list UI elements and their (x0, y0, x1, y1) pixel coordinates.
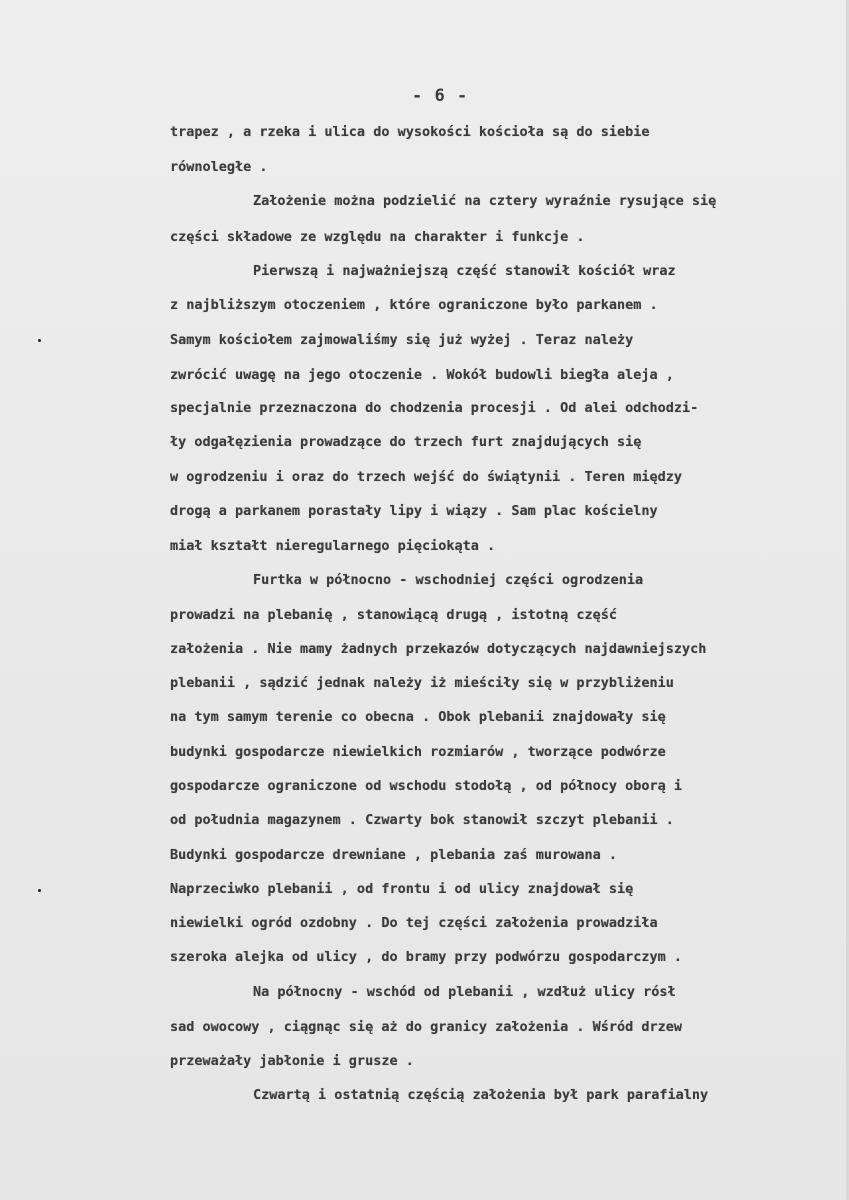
text-line: trapez , a rzeka i ulica do wysokości kościoła są do siebie (170, 124, 650, 140)
text-line: niewielki ogród ozdobny . Do tej części założenia prowadziła (170, 915, 658, 931)
text-line: sad owocowy , ciągnąc się aż do granicy założenia . Wśród drzew (170, 1019, 683, 1035)
text-line: w ogrodzeniu i oraz do trzech wejść do świątynii . Teren między (170, 469, 683, 485)
page-number: - 6 - (412, 86, 469, 106)
text-line: Na północny - wschód od plebanii , wzdłuż ulicy rósł (253, 984, 676, 1000)
text-line: miał kształt nieregularnego pięciokąta . (170, 538, 496, 554)
text-line: drogą a parkanem porastały lipy i wiązy . Sam plac kościelny (170, 503, 658, 519)
text-line: na tym samym terenie co obecna . Obok plebanii znajdowały się (170, 709, 666, 725)
text-line: zwrócić uwagę na jego otoczenie . Wokół budowli biegła aleja , (170, 367, 674, 383)
text-line: gospodarcze ograniczone od wschodu stodołą , od północy oborą i (170, 778, 683, 794)
text-line: Czwartą i ostatnią częścią założenia był park parafialny (253, 1087, 709, 1103)
text-line: części składowe ze względu na charakter i funkcje . (170, 229, 585, 245)
text-line: ły odgałęzienia prowadzące do trzech furt znajdujących się (170, 434, 642, 450)
text-line: równoległe . (170, 159, 268, 175)
text-line: budynki gospodarcze niewielkich rozmiarów , tworzące podwórze (170, 744, 666, 760)
text-line: przeważały jabłonie i grusze . (170, 1053, 414, 1069)
text-line: Samym kościołem zajmowaliśmy się już wyżej . Teraz należy (170, 332, 634, 348)
text-line: Budynki gospodarcze drewniane , plebania zaś murowana . (170, 847, 618, 863)
text-line: specjalnie przeznaczona do chodzenia procesji . Od alei odchodzi- (170, 400, 699, 416)
text-line: Furtka w północno - wschodniej części ogrodzenia (253, 572, 644, 588)
text-line: prowadzi na plebanię , stanowiącą drugą , istotną część (170, 607, 618, 623)
text-line: Pierwszą i najważniejszą część stanowił kościół wraz (253, 263, 676, 279)
text-line: założenia . Nie mamy żadnych przekazów dotyczących najdawniejszych (170, 641, 707, 657)
text-line: Naprzeciwko plebanii , od frontu i od ulicy znajdował się (170, 881, 634, 897)
binding-hole-mark (38, 889, 41, 892)
text-line: z najbliższym otoczeniem , które ograniczone było parkanem . (170, 297, 658, 313)
text-line: Założenie można podzielić na cztery wyraźnie rysujące się (253, 193, 717, 209)
binding-hole-mark (38, 339, 41, 342)
text-line: od południa magazynem . Czwarty bok stanowił szczyt plebanii . (170, 812, 674, 828)
text-line: plebanii , sądzić jednak należy iż mieściły się w przybliżeniu (170, 675, 674, 691)
text-line: szeroka alejka od ulicy , do bramy przy podwórzu gospodarczym . (170, 949, 683, 965)
